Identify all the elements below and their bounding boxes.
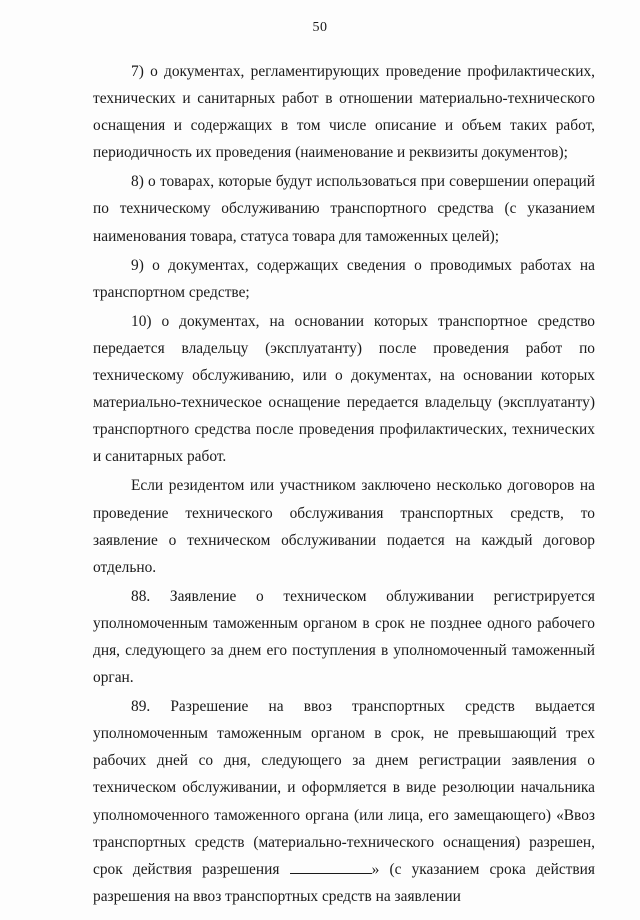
- paragraph-88: 88. Заявление о техническом облуживании регистрируется уполномоченным таможенным органом в срок не позднее одного рабочего дня, следующего за днем его поступления в уполномоченный таможенный орган.: [93, 587, 595, 687]
- fill-in-blank: [290, 872, 372, 874]
- paragraph-item-10: 10) о документах, на основании которых транспортное средство передается владельцу (эксплуатанту) после проведения работ по техническому обслуживанию, или о документах, на основании которых материально-техническое оснащение передается владельцу (эксплуатанту) транспортного средства после проведения профилактических, технических и санитарных работ.: [93, 312, 595, 466]
- paragraph-item-7: 7) о документах, регламентирующих проведение профилактических, технических и санитарных работ в отношении материально-технического оснащения и содержащих в том числе описание и объем таких работ, периодичность их проведения (наименование и реквизиты документов);: [93, 63, 595, 162]
- paragraph-item-9: 9) о документах, содержащих сведения о проводимых работах на транспортном средстве;: [93, 256, 595, 301]
- paragraph-item-8: 8) о товарах, которые будут использоваться при совершении операций по техническому обслуживанию транспортного средства (с указанием наименования товара, статуса товара для таможенных целей);: [93, 173, 595, 245]
- paragraph-multiple-contracts: Если резидентом или участником заключено несколько договоров на проведение технического обслуживания транспортных средств, то заявление о техническом обслуживании подается на каждый договор отдельно.: [93, 477, 595, 576]
- paragraph-89-text-after-blank: » (с указанием срока действия разрешения на ввоз транспортных средств на заявлении: [93, 860, 595, 905]
- paragraph-89-text-before-blank: 89. Разрешение на ввоз транспортных средств выдается уполномоченным таможенным органом в срок, не превышающий трех рабочих дней со дня, следующего за днем регистрации заявления о техническом обслуживании, и оформляется в виде резолюции начальника уполномоченного таможенного органа (или лица, его замещающего) «Ввоз транспортных средств (материально-технического оснащения) разрешен, срок действия разрешения: [93, 698, 595, 878]
- document-body: [93, 58, 595, 910]
- page-number: 50: [312, 20, 328, 35]
- paragraph-89: [93, 693, 595, 910]
